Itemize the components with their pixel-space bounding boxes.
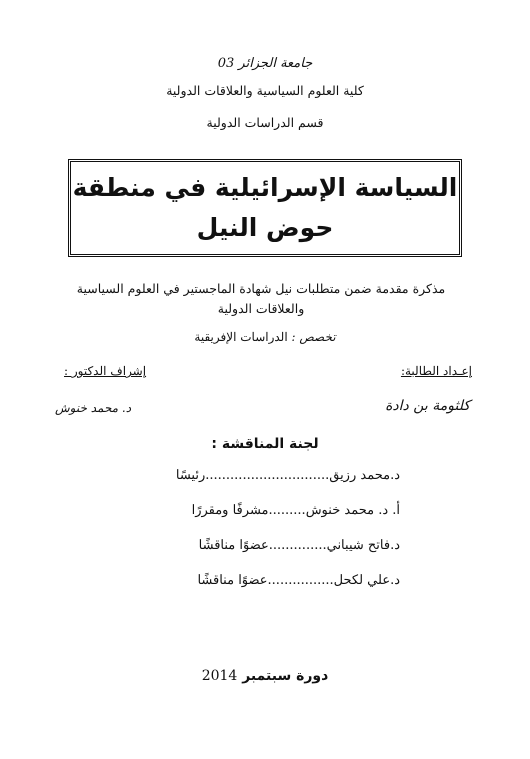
faculty-name: كلية العلوم السياسية والعلاقات الدولية	[166, 83, 364, 98]
university-name: جامعة الجزائر 03	[217, 56, 313, 71]
supervisor-label: إشراف الدكتور :	[64, 364, 147, 378]
department-name: قسم الدراسات الدولية	[206, 115, 324, 130]
jury-member: د.فاتح شيباني..............عضوًا مناقشًا	[198, 538, 400, 553]
supervisor-name: د. محمد خنوش	[55, 401, 132, 415]
thesis-title-box	[68, 159, 462, 257]
jury-member: د.محمد رزيق..............................رئيسًا	[175, 468, 400, 483]
thesis-purpose: مذكرة مقدمة ضمن متطلبات نيل شهادة الماجستير في العلوم السياسية والعلاقات الدولية	[76, 281, 446, 316]
jury-title: لجنة المناقشة :	[211, 436, 319, 452]
thesis-title-line-2: حوض النيل	[196, 213, 334, 242]
jury-list	[130, 468, 400, 608]
session-label: دورة سبتمبر	[242, 668, 329, 684]
specialization-label: تخصص :	[291, 330, 336, 344]
jury-member: د.علي لكحل................عضوًا مناقشًا	[197, 573, 400, 588]
specialization-value: الدراسات الإفريقية	[194, 330, 288, 344]
author-name: كلثومة بن دادة	[385, 398, 470, 414]
jury-member: أ. د. محمد خنوش.........مشرفًا ومقررًا	[191, 503, 400, 518]
specialization	[0, 330, 530, 344]
session-year: 2014	[201, 668, 238, 684]
thesis-title-line-1: السياسة الإسرائيلية في منطقة	[72, 173, 458, 202]
author-label: إعـداد الطالبة:	[400, 364, 472, 378]
session-date	[0, 668, 530, 684]
